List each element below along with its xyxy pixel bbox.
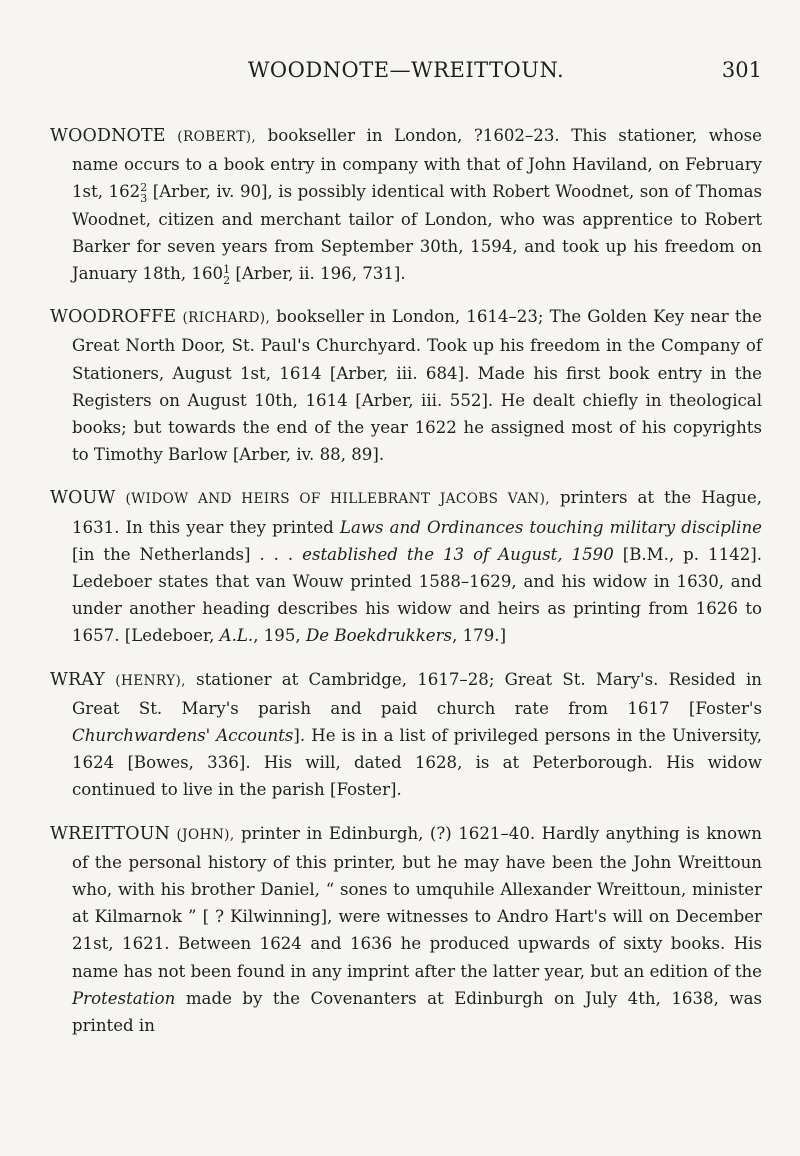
entries — [50, 122, 762, 1055]
entry-woodroffe — [50, 303, 762, 468]
fraction-bottom: 3 — [140, 191, 148, 205]
entry-text: ]. He is in a list of privileged persons in the University, 1624 [Bowes, 336]. His will, dated 1628, is at Peterborough. His widow continued to live in the parish [Foster]. — [72, 726, 762, 800]
italic-reference: Churchwardens' Accounts — [72, 726, 294, 746]
entry-text: [Arber, iv. 90], is possibly identical with Robert Woodnet, son of Thomas Woodnet, citizen and merchant tailor of London, who was apprentice to Robert Barker for seven years from September 30th, 1594, and took up his freedom on January 18th, 160 — [72, 182, 762, 284]
entry-text: [in the Netherlands] . . . — [72, 544, 303, 564]
italic-title: Laws and Ordinances touching military discipline — [339, 517, 763, 537]
entry-text: bookseller in London, ?1602–23. This stationer, whose name occurs to a book entry in company with that of John Haviland, on February 1st, 162 — [72, 126, 762, 202]
italic-title: established the 13 of August, 1590 — [302, 544, 614, 564]
entry-text: stationer at Cambridge, 1617–28; Great St. Mary's. Resided in Great St. Mary's parish and paid church rate from 1617 [Foster's — [72, 669, 762, 718]
headword: WOODNOTE — [50, 126, 166, 146]
page-number: 301 — [721, 58, 762, 82]
fraction-bottom: 2 — [223, 273, 231, 287]
entry-text: , 195, — [253, 626, 306, 646]
italic-reference: A.L. — [219, 626, 254, 646]
running-title: WOODNOTE—WREITTOUN. — [247, 58, 565, 82]
entry-text: made by the Covenanters at Edinburgh on July 4th, 1638, was printed in — [72, 988, 762, 1036]
italic-reference: De Boekdrukkers — [305, 626, 453, 646]
headword: WREITTOUN — [50, 823, 170, 844]
entry-text: [B.M., p. 1142]. Ledeboer states that van Wouw printed 1588–1629, and his widow in 1630, and under another heading describes his widow and heirs as printing from 1626 to 1657. [Ledeboer, — [72, 544, 762, 646]
name-small-caps: (HENRY), — [115, 672, 186, 689]
name-small-caps: (RICHARD), — [182, 310, 271, 327]
headword: WRAY — [50, 669, 106, 690]
entry-text: , 179.] — [452, 626, 507, 646]
entry-wouw — [50, 484, 762, 649]
running-head — [50, 58, 762, 88]
name-small-caps: (JOHN), — [176, 826, 235, 843]
entry-text: printer in Edinburgh, (?) 1621–40. Hardly anything is known of the personal history of this printer, but he may have been the John Wreittoun who, with his brother Daniel, “ sones to umquhile Allexander Wreittoun, minister at Kilmarnok ” [ ? Kilwinning], were witnesses to Andro Hart's will on December 21st, 1621. Between 1624 and 1636 he produced upwards of sixty books. His name has not been found in any imprint after the latter year, but an edition of the — [72, 823, 762, 981]
headword: WOUW — [50, 488, 116, 509]
entry-woodnote — [50, 122, 762, 287]
entry-wray — [50, 666, 762, 804]
headword: WOODROFFE — [50, 307, 177, 328]
fraction-top: 2 — [140, 180, 148, 194]
entry-text: bookseller in London, 1614–23; The Golden Key near the Great North Door, St. Paul's Churchyard. Took up his freedom in the Company of Stationers, August 1st, 1614 [Arber, iii. 684]. Made his first book entry in the Registers on August 10th, 1614 [Arber, iii. 552]. He dealt chiefly in theological books; but towards the end of the year 1622 he assigned most of his copyrights to Timothy Barlow [Arber, iv. 88, 89]. — [72, 307, 762, 465]
name-small-caps: (WIDOW AND HEIRS OF HILLEBRANT JACOBS VAN), — [125, 491, 551, 508]
entry-wreittoun — [50, 820, 762, 1040]
italic-title: Protestation — [72, 988, 176, 1008]
fraction-top: 1 — [223, 262, 231, 276]
name-small-caps: (ROBERT), — [177, 129, 257, 145]
entry-text: [Arber, ii. 196, 731]. — [230, 264, 406, 284]
entry-text: printers at the Hague, 1631. In this year they printed — [72, 488, 763, 537]
